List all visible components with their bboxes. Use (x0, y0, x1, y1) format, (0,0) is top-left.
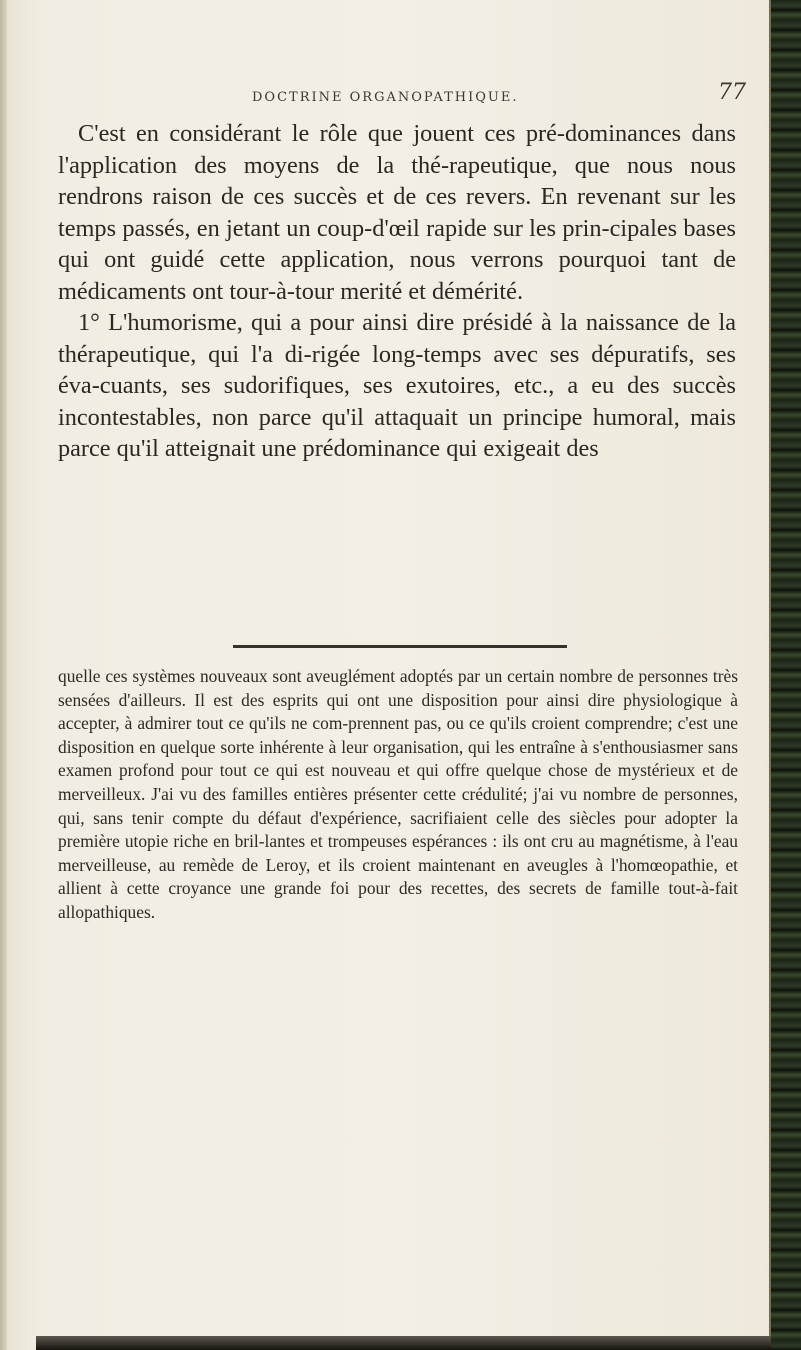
page-number: 77 (718, 80, 746, 105)
footnote-text: quelle ces systèmes nouveaux sont aveuglément adoptés par un certain nombre de personnes très sensées d'ailleurs. Il est des esprits qui ont une disposition pour ainsi dire physiologique à accepter, à admirer tout ce qu'ils ne com-prennent pas, ou ce qu'ils croient comprendre; c'est une disposition en quelque sorte inhérente à leur organisation, qui les entraîne à s'enthousiasmer sans examen profond pour tout ce qui est nouveau et qui offre quelque chose de mystérieux et de merveilleux. J'ai vu des familles entières présenter cette crédulité; j'ai vu nombre de personnes, qui, sans tenir compte du défaut d'expérience, sacrifiaient celle des siècles pour adopter la première utopie riche en bril-lantes et trompeuses espérances : ils ont cru au magnétisme, à l'eau merveilleuse, au remède de Leroy, et ils croient maintenant en aveugles à l'homœopathie, et allient à cette croyance une grande foi pour des recettes, des secrets de famille tout-à-fait allopathiques. (58, 666, 738, 922)
paragraph-2: 1° L'humorisme, qui a pour ainsi dire présidé à la naissance de la thérapeutique, qui l'a di-rigée long-temps avec ses dépuratifs, ses éva-cuants, ses sudorifiques, ses exutoires, etc., a eu des succès incontestables, non parce qu'il attaquait un principe humoral, mais parce qu'il atteignait une prédominance qui exigeait des (58, 309, 736, 462)
footnote-separator (233, 645, 567, 648)
page-spine-shadow (0, 0, 7, 1350)
running-header (252, 80, 772, 112)
running-title: DOCTRINE ORGANOPATHIQUE. (252, 90, 519, 105)
book-edge-strip (769, 0, 801, 1350)
main-text (58, 118, 736, 465)
footnote (58, 665, 738, 925)
bottom-edge-shadow (36, 1336, 771, 1350)
paragraph-1: C'est en considérant le rôle que jouent ces pré-dominances dans l'application des moyens de la thé-rapeutique, que nous nous rendrons raison de ces succès et de ces revers. En revenant sur les temps passés, en jetant un coup-d'œil rapide sur les prin-cipales bases qui ont guidé cette application, nous verrons pourquoi tant de médicaments ont tour-à-tour merité et démérité. (58, 120, 736, 305)
